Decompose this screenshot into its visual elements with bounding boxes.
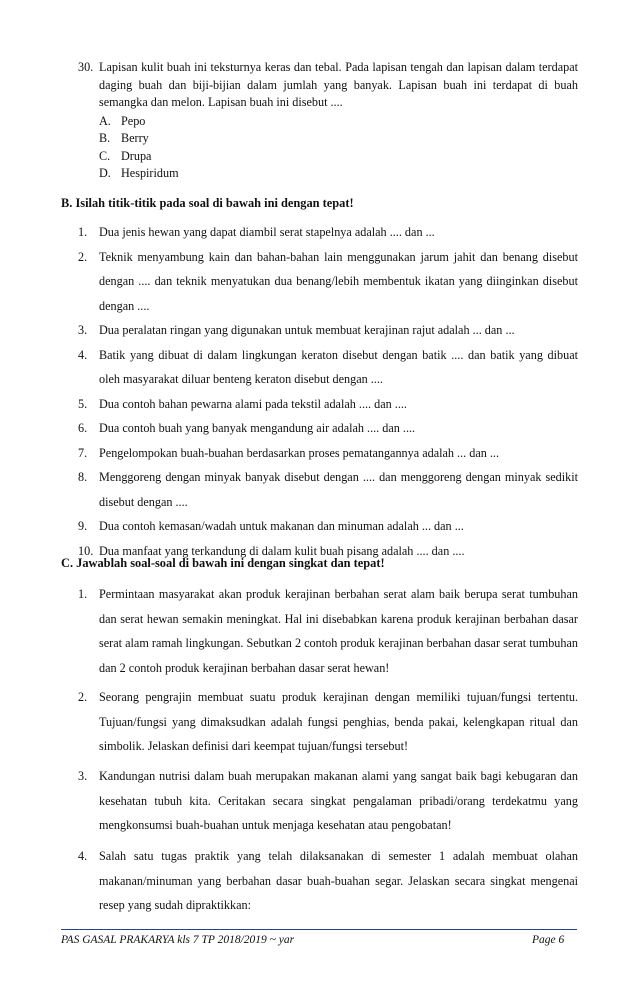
section-c-item-2 (78, 685, 578, 759)
list-item: 2. Teknik menyambung kain dan bahan-bahan lain menggunakan jarum jahit dan benang disebut dengan .... dan teknik menyatukan dua benang/lebih membentuk ikatan yang diinginkan disebut dengan .... (78, 249, 578, 313)
list-item: 9. Dua contoh kemasan/wadah untuk makanan dan minuman adalah ... dan ... (78, 519, 464, 533)
option-d: D. Hespiridum (99, 166, 179, 180)
section-c-item-1 (78, 582, 578, 680)
section-c-item-3 (78, 764, 578, 838)
section-b-list (78, 220, 578, 563)
list-item: 3. Kandungan nutrisi dalam buah merupakan makanan alami yang sangat baik bagi kebugaran dan kesehatan tubuh kita. Ceritakan secara singkat pengalaman pribadi/orang terdekatmu yang mengkonsumsi buah-buahan untuk menjaga kesehatan atau pengobatan! (78, 769, 578, 832)
list-item: 1. Permintaan masyarakat akan produk kerajinan berbahan serat alam baik berupa serat tumbuhan dan serat hewan semakin meningkat. Hal ini disebabkan karena produk kerajinan berbahan dasar serat alam ramah lingkungan. Sebutkan 2 contoh produk kerajinan berbahan dasar serat tumbuhan dan 2 contoh produk kerajinan berbahan dasar serat hewan! (78, 587, 578, 675)
footer-rule (61, 929, 577, 930)
option-b: B. Berry (99, 131, 149, 145)
list-item: 10. Dua manfaat yang terkandung di dalam kulit buah pisang adalah .... dan .... (78, 543, 465, 558)
answer-options (99, 113, 578, 183)
list-item: 4. Salah satu tugas praktik yang telah dilaksanakan di semester 1 adalah membuat olahan makanan/minuman yang berbahan dasar buah-buahan segar. Jelaskan secara singkat mengenai resep yang sudah dipraktikkan: (78, 849, 578, 912)
option-a: A. Pepo (99, 113, 146, 128)
page-number: Page 6 (532, 934, 565, 946)
list-item: 8. Menggoreng dengan minyak banyak disebut dengan .... dan menggoreng dengan minyak sedikit disebut dengan .... (78, 470, 578, 509)
option-c: C. Drupa (99, 148, 152, 163)
question-number: 30. (78, 60, 94, 74)
list-item: 7. Pengelompokan buah-buahan berdasarkan proses pematangannya adalah ... dan ... (78, 445, 500, 460)
list-item: 2. Seorang pengrajin membuat suatu produk kerajinan dengan memiliki tujuan/fungsi tertentu. Tujuan/fungsi yang dimaksudkan adalah fungsi penghias, benda pakai, kelengkapan ritual dan simbolik. Jelaskan definisi dari keempat tujuan/fungsi tersebut! (78, 690, 578, 753)
question-text: Lapisan kulit buah ini teksturnya keras dan tebal. Pada lapisan tengah dan lapisan dalam terdapat daging buah dan biji-bijian dalam jumlah yang banyak. Lapisan buah ini terdapat di buah semangka dan melon. Lapisan buah ini disebut .... (99, 60, 578, 109)
footer-left-text: PAS GASAL PRAKARYA kls 7 TP 2018/2019 ~ yar (61, 934, 295, 946)
question-30 (78, 59, 578, 183)
list-item: 4. Batik yang dibuat di dalam lingkungan keraton disebut dengan batik .... dan batik yang dibuat oleh masyarakat diluar benteng keraton disebut dengan .... (78, 347, 578, 386)
section-b-heading: B. Isilah titik-titik pada soal di bawah ini dengan tepat! (61, 196, 354, 210)
list-item: 5. Dua contoh bahan pewarna alami pada tekstil adalah .... dan .... (78, 396, 407, 411)
section-c-item-4 (78, 844, 578, 918)
list-item: 3. Dua peralatan ringan yang digunakan untuk membuat kerajinan rajut adalah ... dan ... (78, 323, 515, 337)
list-item: 6. Dua contoh buah yang banyak mengandung air adalah .... dan .... (78, 421, 416, 435)
list-item: 1. Dua jenis hewan yang dapat diambil serat stapelnya adalah .... dan ... (78, 225, 435, 239)
section-c-heading: C. Jawablah soal-soal di bawah ini dengan singkat dan tepat! (61, 556, 385, 570)
